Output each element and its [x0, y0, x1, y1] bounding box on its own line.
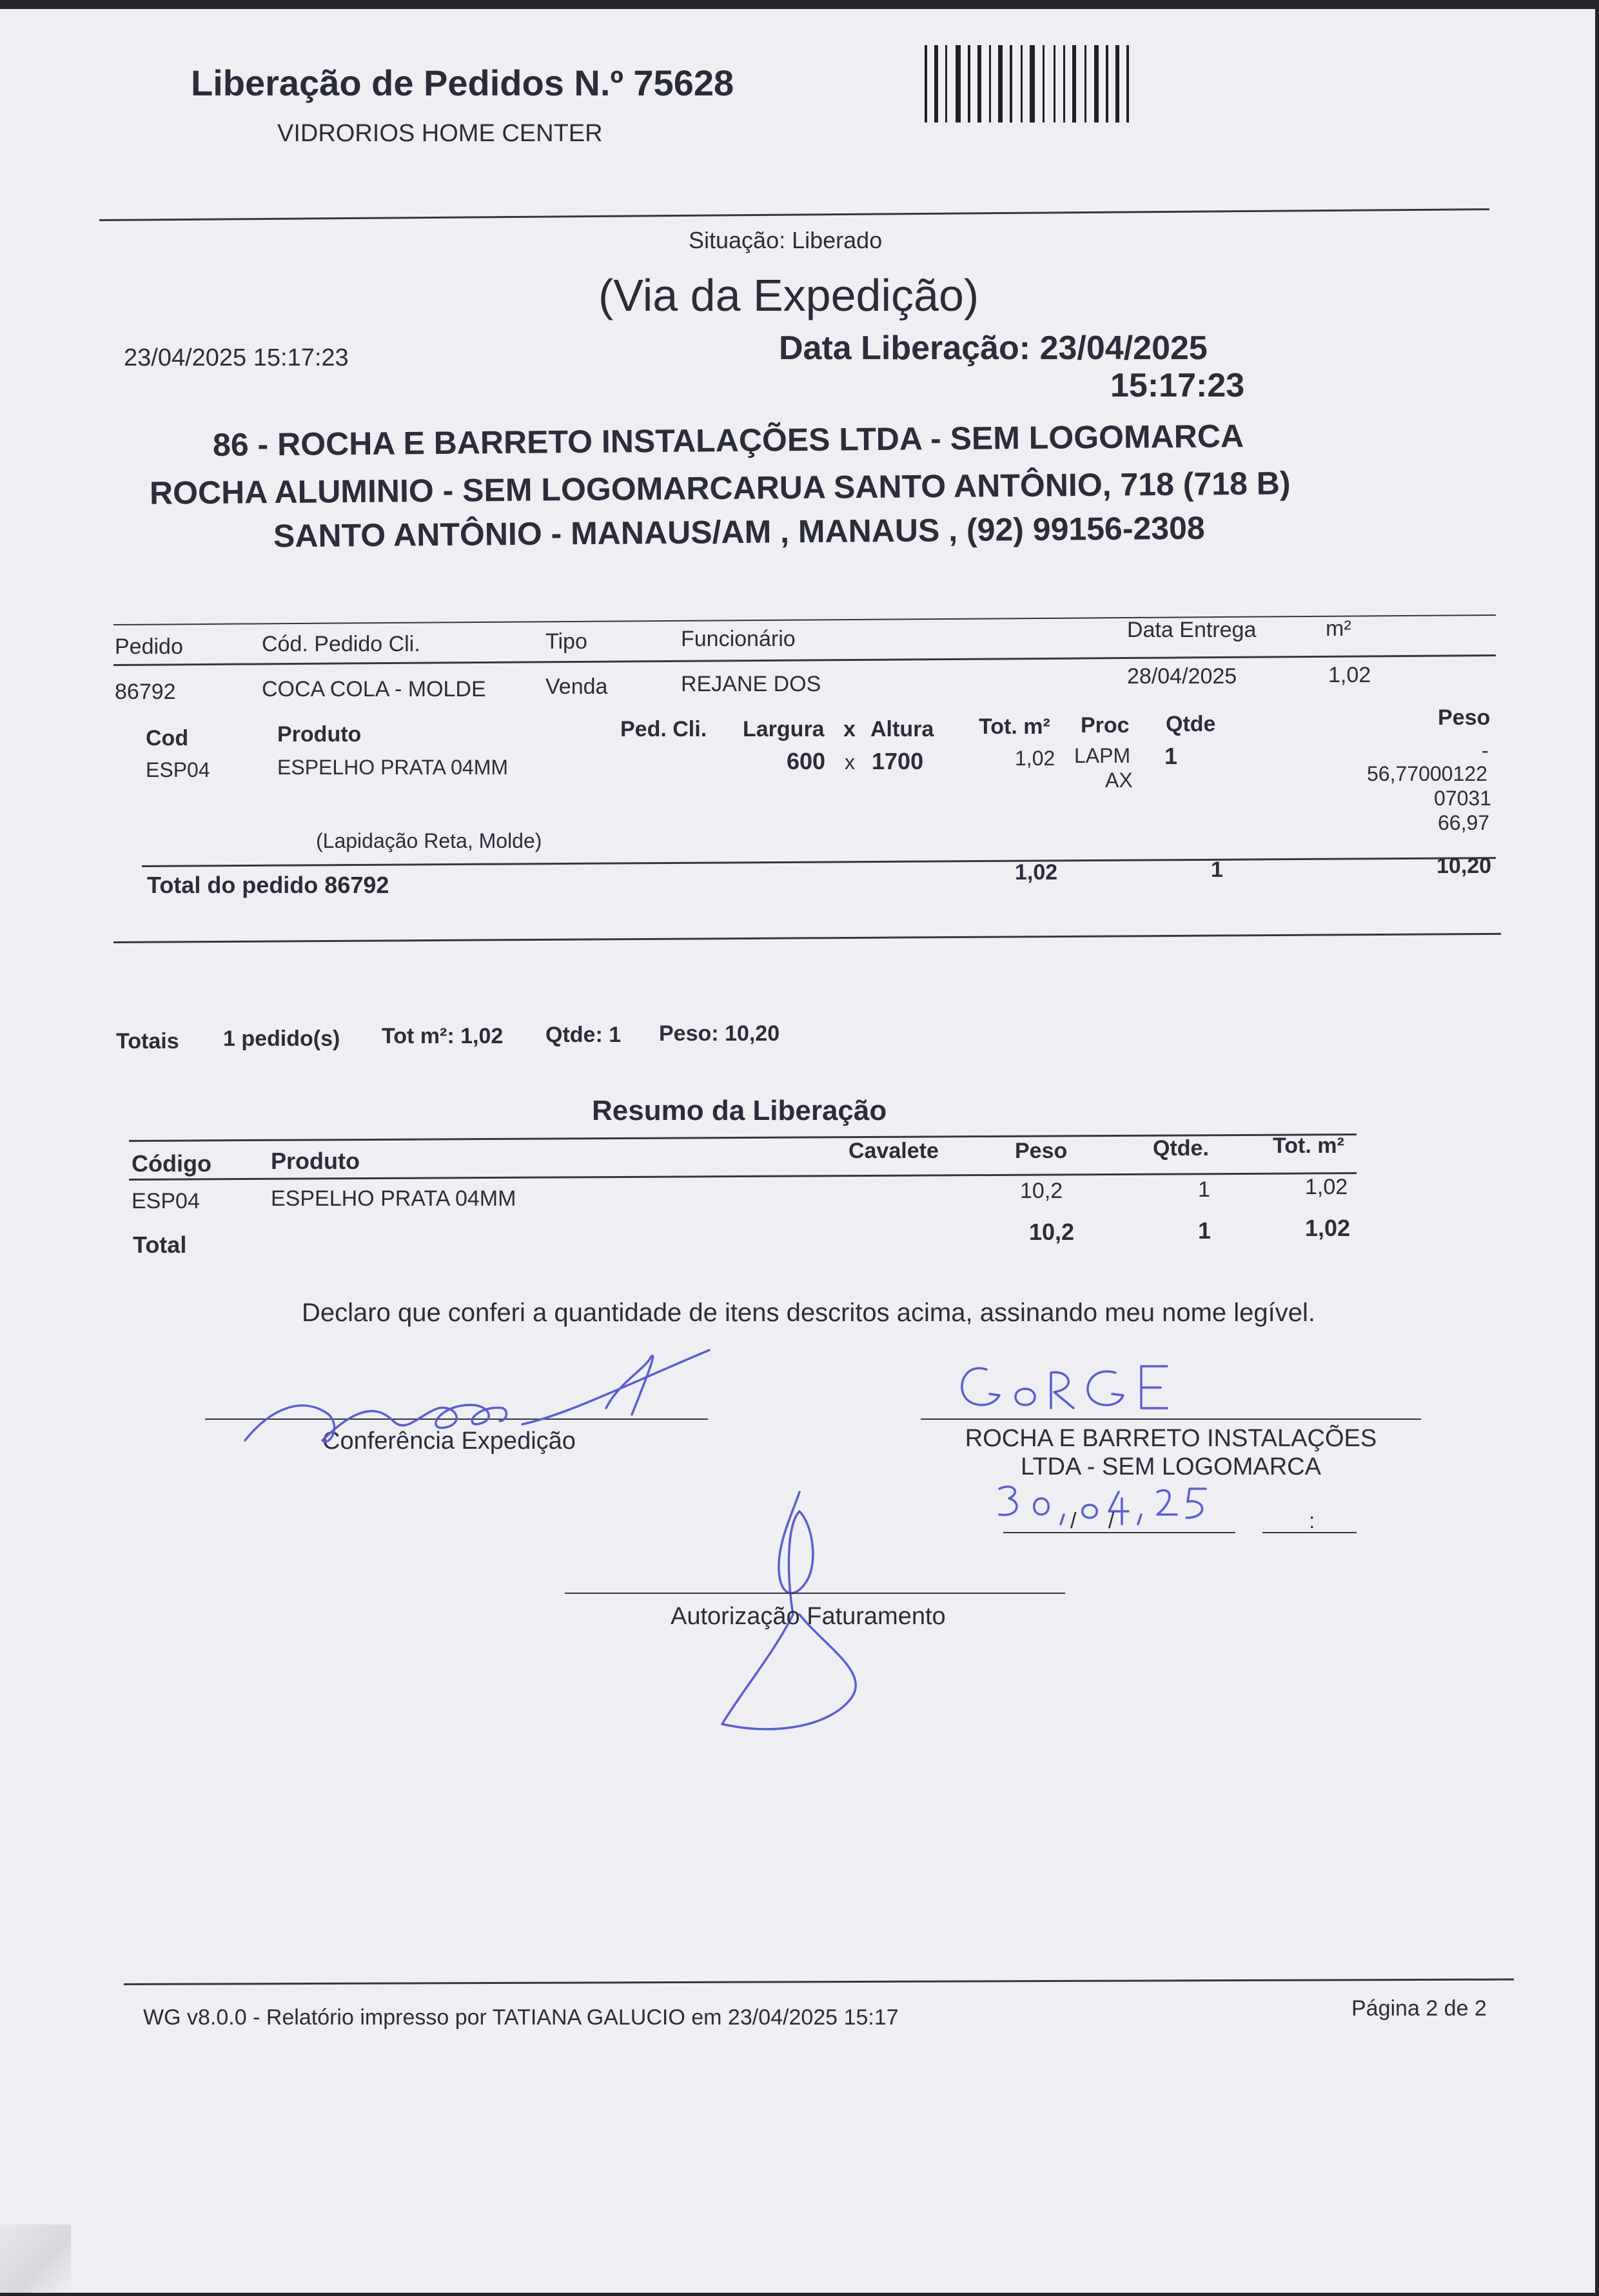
col-pedido: Pedido [115, 634, 183, 659]
autorizacao-signature-line [565, 1593, 1065, 1594]
summary-total-qty: 1 [1198, 1217, 1212, 1244]
item-col-largura: Largura [743, 717, 825, 741]
summary-row-m2: 1,02 [1305, 1175, 1348, 1199]
conferencia-label: Conferência Expedição [322, 1428, 576, 1455]
summary-col-produto: Produto [271, 1148, 360, 1174]
item-weight-2: 07031 [1434, 787, 1491, 810]
client-line-3: SANTO ANTÔNIO - MANAUS/AM , MANAUS , (92) 99156-2308 [273, 509, 1205, 554]
item-col-produto: Produto [277, 722, 362, 747]
copy-label: (Via da Expedição) [598, 270, 979, 320]
col-tipo: Tipo [545, 629, 587, 654]
summary-total-weight: 10,2 [1029, 1219, 1075, 1245]
order-total-m2: 1,02 [1015, 860, 1058, 885]
order-m2: 1,02 [1328, 663, 1371, 687]
document-title: Liberação de Pedidos N.º 75628 [191, 63, 734, 103]
item-x: x [845, 751, 855, 774]
footer-printed-by: WG v8.0.0 - Relatório impresso por TATIANA GALUCIO em 23/04/2025 15:17 [143, 2005, 899, 2030]
order-type: Venda [545, 674, 608, 699]
col-m2: m² [1326, 616, 1351, 641]
conferencia-signature [232, 1344, 735, 1460]
summary-col-qtde: Qtde. [1153, 1136, 1209, 1161]
order-total-qty: 1 [1211, 858, 1223, 882]
item-col-peso: Peso [1438, 705, 1491, 730]
client-line-1: 86 - ROCHA E BARRETO INSTALAÇÕES LTDA - SEM LOGOMARCA [212, 418, 1244, 463]
header-divider [99, 208, 1489, 221]
item-tot-m2: 1,02 [1015, 747, 1055, 770]
col-cod-pedido-cli: Cód. Pedido Cli. [262, 632, 420, 656]
totals-qtde: Qtde: 1 [545, 1023, 622, 1047]
order-employee: REJANE DOS [681, 672, 821, 696]
item-col-tot-m2: Tot. m² [979, 714, 1050, 739]
summary-col-tot-m2: Tot. m² [1273, 1133, 1344, 1158]
item-total-rule [142, 857, 1496, 867]
item-height: 1700 [872, 748, 924, 774]
item-weight-1: 56,77000122 [1367, 762, 1487, 785]
company-name: VIDRORIOS HOME CENTER [277, 120, 603, 147]
item-weight-dash: - [1482, 739, 1489, 762]
item-col-altura: Altura [870, 717, 934, 741]
summary-total-m2: 1,02 [1305, 1215, 1351, 1241]
item-weight-3: 66,97 [1438, 811, 1490, 834]
item-col-qtde: Qtde [1166, 712, 1216, 736]
order-number: 86792 [115, 680, 176, 704]
item-width: 600 [787, 748, 826, 774]
declaration-text: Declaro que conferi a quantidade de itens descritos acima, assinando meu nome legível. [302, 1299, 1316, 1327]
client-handwritten-name [954, 1357, 1238, 1421]
summary-row-product: ESPELHO PRATA 04MM [271, 1186, 516, 1211]
item-col-x: x [843, 717, 856, 741]
order-table-top-rule [113, 614, 1496, 625]
totals-label: Totais [116, 1029, 179, 1054]
order-table-bottom-rule [113, 933, 1501, 943]
handwritten-date [993, 1479, 1264, 1531]
summary-col-codigo: Código [132, 1150, 211, 1177]
situation-label: Situação: Liberado [689, 227, 883, 253]
totals-pedidos: 1 pedido(s) [223, 1026, 340, 1051]
col-data-entrega: Data Entrega [1127, 618, 1257, 642]
col-funcionario: Funcionário [681, 627, 796, 651]
barcode-icon [925, 45, 1167, 123]
summary-col-peso: Peso [1015, 1139, 1068, 1163]
summary-row-code: ESP04 [132, 1189, 200, 1213]
item-qty: 1 [1164, 743, 1178, 769]
summary-row-weight: 10,2 [1020, 1179, 1063, 1203]
document-page [0, 9, 1595, 2293]
order-delivery-date: 28/04/2025 [1127, 664, 1237, 689]
page-corner [0, 2224, 71, 2293]
item-proc-1: LAPM [1074, 744, 1131, 767]
summary-title: Resumo da Liberação [592, 1095, 887, 1126]
release-time: 15:17:23 [1110, 367, 1245, 404]
item-product: ESPELHO PRATA 04MM [277, 756, 509, 779]
order-total-weight: 10,20 [1437, 854, 1492, 878]
time-fill-colon: : [1309, 1509, 1315, 1533]
item-proc-2: AX [1105, 769, 1133, 792]
item-col-ped-cli: Ped. Cli. [620, 717, 707, 741]
totals-m2: Tot m²: 1,02 [382, 1024, 504, 1048]
summary-col-cavalete: Cavalete [849, 1139, 939, 1163]
footer-rule [124, 1978, 1514, 1985]
order-total-label: Total do pedido 86792 [147, 872, 389, 898]
autorizacao-label: Autorização Faturamento [671, 1603, 946, 1630]
printed-datetime: 23/04/2025 15:17:23 [124, 344, 349, 371]
date-fill-slashes: / / [1070, 1509, 1115, 1533]
summary-total-label: Total [133, 1231, 187, 1258]
footer-page: Página 2 de 2 [1351, 1996, 1487, 2021]
item-col-proc: Proc [1081, 713, 1130, 738]
client-signature-line [921, 1418, 1421, 1420]
item-col-cod: Cod [146, 726, 189, 751]
client-line-2: ROCHA ALUMINIO - SEM LOGOMARCARUA SANTO ANTÔNIO, 718 (718 B) [149, 465, 1291, 511]
totals-peso: Peso: 10,20 [659, 1021, 780, 1046]
summary-row-qty: 1 [1198, 1177, 1210, 1202]
client-label-line-1: ROCHA E BARRETO INSTALAÇÕES [965, 1425, 1377, 1452]
release-date: Data Liberação: 23/04/2025 [779, 329, 1208, 367]
item-code: ESP04 [146, 758, 210, 781]
item-note: (Lapidação Reta, Molde) [316, 829, 542, 852]
order-client-code: COCA COLA - MOLDE [262, 677, 486, 702]
date-fill-line [1003, 1532, 1235, 1533]
client-label-line-2: LTDA - SEM LOGOMARCA [1021, 1453, 1321, 1480]
